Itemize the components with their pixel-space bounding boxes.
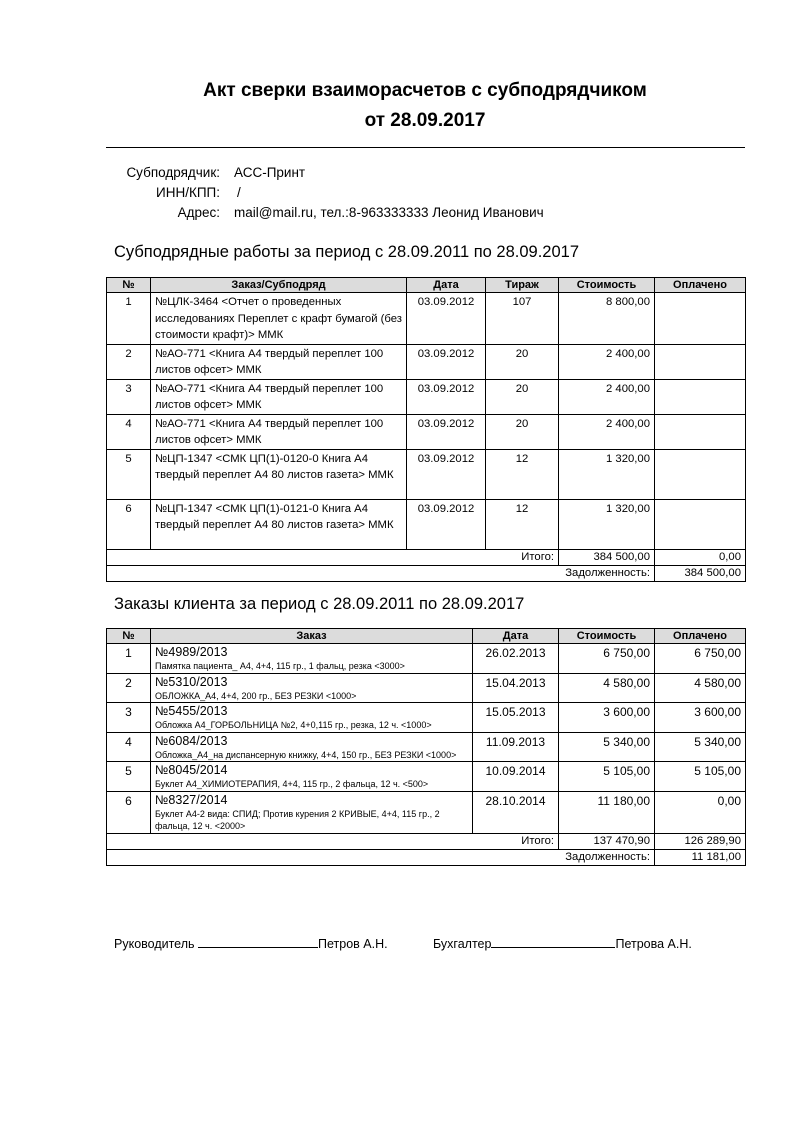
table-row bbox=[107, 293, 746, 345]
row-cost: 2 400,00 bbox=[559, 344, 655, 379]
head-signature-line bbox=[198, 936, 318, 948]
row-paid bbox=[655, 499, 746, 549]
col-header-order: Заказ bbox=[151, 629, 473, 644]
row-date: 10.09.2014 bbox=[473, 762, 559, 792]
row-paid: 6 750,00 bbox=[655, 644, 746, 674]
table-row bbox=[107, 703, 746, 733]
col-header-cost: Стоимость bbox=[559, 278, 655, 293]
row-number: 3 bbox=[107, 703, 151, 733]
head-label: Руководитель bbox=[114, 937, 195, 951]
address-label: Адрес: bbox=[177, 205, 220, 220]
row-date: 03.09.2012 bbox=[407, 449, 486, 499]
table-row bbox=[107, 732, 746, 762]
row-description: Буклет А4_ХИМИОТЕРАПИЯ, 4+4, 115 гр., 2 фальца, 12 ч. <500> bbox=[155, 779, 429, 789]
table-row bbox=[107, 762, 746, 792]
total-paid: 126 289,90 bbox=[655, 833, 746, 849]
row-number: 3 bbox=[107, 379, 151, 414]
row-paid bbox=[655, 293, 746, 345]
row-cost: 8 800,00 bbox=[559, 293, 655, 345]
table-row bbox=[107, 791, 746, 833]
row-order: №8327/2014 bbox=[155, 792, 228, 807]
row-date: 11.09.2013 bbox=[473, 732, 559, 762]
row-cost: 5 340,00 bbox=[559, 732, 655, 762]
row-number: 5 bbox=[107, 449, 151, 499]
accountant-name: Петрова А.Н. bbox=[615, 937, 692, 951]
row-order-cell bbox=[151, 703, 473, 733]
col-header-order: Заказ/Субподряд bbox=[151, 278, 407, 293]
debt-label: Задолженность: bbox=[107, 565, 655, 581]
table-row bbox=[107, 414, 746, 449]
accountant-signature-line bbox=[491, 936, 615, 948]
row-paid bbox=[655, 379, 746, 414]
row-date: 03.09.2012 bbox=[407, 293, 486, 345]
debt-value: 384 500,00 bbox=[655, 565, 746, 581]
row-paid: 3 600,00 bbox=[655, 703, 746, 733]
row-qty: 107 bbox=[486, 293, 559, 345]
row-number: 2 bbox=[107, 673, 151, 703]
address-value: mail@mail.ru, тел.:8-963333333 Леонид Иванович bbox=[234, 205, 544, 220]
col-header-date: Дата bbox=[407, 278, 486, 293]
table-header-row bbox=[107, 629, 746, 644]
row-number: 4 bbox=[107, 414, 151, 449]
row-order-cell bbox=[151, 791, 473, 833]
row-number: 6 bbox=[107, 499, 151, 549]
row-number: 1 bbox=[107, 644, 151, 674]
client-orders-table bbox=[106, 628, 746, 866]
row-cost: 5 105,00 bbox=[559, 762, 655, 792]
subcontractor-value: АСС-Принт bbox=[234, 165, 306, 180]
title-divider bbox=[106, 147, 745, 148]
table-row bbox=[107, 449, 746, 499]
row-qty: 20 bbox=[486, 414, 559, 449]
row-description: Буклет А4-2 вида: СПИД; Против курения 2 КРИВЫЕ, 4+4, 115 гр., 2 фальца, 12 ч. <2000> bbox=[155, 808, 440, 831]
total-row bbox=[107, 833, 746, 849]
row-number: 4 bbox=[107, 732, 151, 762]
row-qty: 20 bbox=[486, 379, 559, 414]
row-order: №АО-771 <Книга А4 твердый переплет 100 листов офсет> ММК bbox=[151, 344, 407, 379]
row-paid: 4 580,00 bbox=[655, 673, 746, 703]
row-order: №АО-771 <Книга А4 твердый переплет 100 листов офсет> ММК bbox=[151, 414, 407, 449]
row-paid bbox=[655, 414, 746, 449]
col-header-number: № bbox=[107, 278, 151, 293]
accountant-signature bbox=[433, 935, 692, 953]
total-paid: 0,00 bbox=[655, 549, 746, 565]
row-number: 6 bbox=[107, 791, 151, 833]
table-row bbox=[107, 344, 746, 379]
inn-value: / bbox=[237, 185, 241, 200]
head-name: Петров А.Н. bbox=[318, 937, 388, 951]
section-client-orders-heading: Заказы клиента за период с 28.09.2011 по 28.09.2017 bbox=[114, 595, 525, 613]
row-order-cell bbox=[151, 644, 473, 674]
row-cost: 4 580,00 bbox=[559, 673, 655, 703]
row-paid: 5 105,00 bbox=[655, 762, 746, 792]
row-order: №4989/2013 bbox=[155, 645, 228, 659]
total-cost: 137 470,90 bbox=[559, 833, 655, 849]
table-row bbox=[107, 379, 746, 414]
row-order: №ЦЛК-3464 <Отчет о проведенных исследованиях Переплет с крафт бумагой (без стоимости крафт)> ММК bbox=[151, 293, 407, 345]
col-header-cost: Стоимость bbox=[559, 629, 655, 644]
row-date: 03.09.2012 bbox=[407, 499, 486, 549]
table-row bbox=[107, 499, 746, 549]
row-cost: 3 600,00 bbox=[559, 703, 655, 733]
debt-row bbox=[107, 565, 746, 581]
subcontract-table bbox=[106, 277, 746, 582]
inn-label: ИНН/КПП: bbox=[156, 185, 220, 200]
row-cost: 2 400,00 bbox=[559, 414, 655, 449]
row-number: 5 bbox=[107, 762, 151, 792]
col-header-date: Дата bbox=[473, 629, 559, 644]
row-cost: 6 750,00 bbox=[559, 644, 655, 674]
row-order-cell bbox=[151, 732, 473, 762]
col-header-qty: Тираж bbox=[486, 278, 559, 293]
col-header-paid: Оплачено bbox=[655, 278, 746, 293]
row-date: 03.09.2012 bbox=[407, 379, 486, 414]
row-date: 26.02.2013 bbox=[473, 644, 559, 674]
row-order: №АО-771 <Книга А4 твердый переплет 100 листов офсет> ММК bbox=[151, 379, 407, 414]
row-paid bbox=[655, 344, 746, 379]
row-order: №ЦП-1347 <СМК ЦП(1)-0121-0 Книга А4 твердый переплет А4 80 листов газета> ММК bbox=[151, 499, 407, 549]
row-order: №8045/2014 bbox=[155, 763, 228, 777]
row-number: 2 bbox=[107, 344, 151, 379]
table-row bbox=[107, 644, 746, 674]
col-header-paid: Оплачено bbox=[655, 629, 746, 644]
row-order-cell bbox=[151, 673, 473, 703]
row-order: №ЦП-1347 <СМК ЦП(1)-0120-0 Книга А4 твердый переплет А4 80 листов газета> ММК bbox=[151, 449, 407, 499]
row-paid bbox=[655, 449, 746, 499]
row-date: 15.05.2013 bbox=[473, 703, 559, 733]
row-paid: 5 340,00 bbox=[655, 732, 746, 762]
debt-label: Задолженность: bbox=[107, 849, 655, 865]
document-date: от 28.09.2017 bbox=[364, 110, 486, 131]
row-description: Обложка_А4_на диспансерную книжку, 4+4, 150 гр., БЕЗ РЕЗКИ <1000> bbox=[155, 749, 457, 760]
head-signature bbox=[114, 935, 388, 953]
row-date: 28.10.2014 bbox=[473, 791, 559, 833]
row-order: №5455/2013 bbox=[155, 704, 228, 718]
debt-row bbox=[107, 849, 746, 865]
row-paid: 0,00 bbox=[655, 791, 746, 833]
section-subcontract-heading: Субподрядные работы за период с 28.09.2011 по 28.09.2017 bbox=[114, 243, 579, 261]
row-cost: 2 400,00 bbox=[559, 379, 655, 414]
row-number: 1 bbox=[107, 293, 151, 345]
accountant-label: Бухгалтер bbox=[433, 937, 492, 951]
total-label: Итого: bbox=[107, 833, 559, 849]
row-qty: 20 bbox=[486, 344, 559, 379]
row-order-cell bbox=[151, 762, 473, 792]
total-cost: 384 500,00 bbox=[559, 549, 655, 565]
total-label: Итого: bbox=[107, 549, 559, 565]
row-description: Памятка пациента_ А4, 4+4, 115 гр., 1 фальц, резка <3000> bbox=[155, 661, 405, 671]
row-order: №6084/2013 bbox=[155, 733, 228, 748]
subcontractor-label: Субподрядчик: bbox=[126, 165, 220, 180]
row-cost: 1 320,00 bbox=[559, 499, 655, 549]
document-title: Акт сверки взаиморасчетов с субподрядчиком bbox=[203, 80, 647, 101]
col-header-number: № bbox=[107, 629, 151, 644]
debt-value: 11 181,00 bbox=[655, 849, 746, 865]
table-row bbox=[107, 673, 746, 703]
total-row bbox=[107, 549, 746, 565]
row-order: №5310/2013 bbox=[155, 674, 228, 689]
row-description: ОБЛОЖКА_А4, 4+4, 200 гр., БЕЗ РЕЗКИ <1000> bbox=[155, 690, 357, 701]
table-header-row bbox=[107, 278, 746, 293]
row-date: 03.09.2012 bbox=[407, 414, 486, 449]
row-date: 15.04.2013 bbox=[473, 673, 559, 703]
row-cost: 11 180,00 bbox=[559, 791, 655, 833]
row-cost: 1 320,00 bbox=[559, 449, 655, 499]
row-qty: 12 bbox=[486, 449, 559, 499]
row-qty: 12 bbox=[486, 499, 559, 549]
row-date: 03.09.2012 bbox=[407, 344, 486, 379]
row-description: Обложка А4_ГОРБОЛЬНИЦА №2, 4+0,115 гр., резка, 12 ч. <1000> bbox=[155, 720, 432, 730]
